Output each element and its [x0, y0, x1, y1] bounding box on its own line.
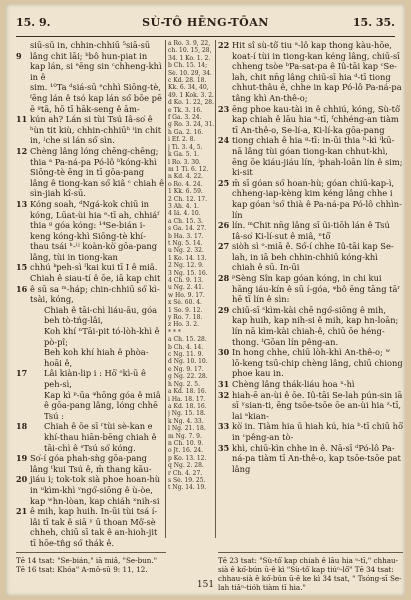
header-book-title: SÙ-TÔ HĒNG-TŌAN	[142, 16, 269, 29]
column-divider-left	[165, 40, 166, 538]
verse-paragraph	[16, 453, 164, 474]
cross-reference: u Ng. 2. 41.	[168, 284, 204, 292]
cross-reference: a Kd. 18. 16.	[168, 402, 207, 410]
verse-text: chhú ᵏpeh-sì ˡkai kui tī I ê miâ. Chiah ê siau-tí ê ōe, iā kap chit	[30, 262, 161, 284]
header-chapter-left: 15. 9.	[16, 16, 51, 29]
page-header	[16, 14, 395, 34]
verse-paragraph	[16, 347, 164, 368]
verse-text: hiah-ē an-ùi ê ōe. Iû-tāi Se-lah pún-sin iā sī ʸsian-ti, ēng tsōe-tsōe ōe an-ùi hia ᶻ-tī, lai ᵃkian-	[232, 389, 403, 421]
verse-paragraph	[16, 390, 164, 422]
verse-number: 28	[218, 273, 230, 284]
verse-text: ê sū sa ᵐ-háp; chin-chhiū só͘ kì-tsài, kóng,	[30, 283, 160, 305]
left-text-column	[16, 40, 164, 549]
cross-reference: i Ha. 18. 17.	[168, 395, 206, 403]
verse-paragraph	[16, 326, 164, 347]
verse-number: 33	[218, 421, 230, 432]
verse-paragraph	[16, 368, 164, 389]
cross-reference: 4 Iâ. 4. 10.	[168, 210, 201, 218]
cross-reference: * * *	[168, 328, 181, 336]
footnote-right: Tē 23 tsat: "Sù-tô͘ kap chiah ê lāu hia ᵃ-tī," chhau-sià ê kó͘-bún ū-ê kì "Sù-tô͘ kap tiúⁿ-lô͘" Tē 34 tsat: chhau-sià ê kó͘-bún ū-ê ke kì 34 tsat, " Tsóng-sī Se-lah tiâⁿ-tióh tiàm tī hia."	[218, 552, 403, 592]
cross-reference: 2 Ng. 12. 9.	[168, 262, 204, 270]
cross-reference: a Ro. 3. 9, 22,	[168, 40, 211, 47]
verse-text: ēng phoe kau-tài in ê chhiú, kóng, Sù-tô͘ kap chiah ê lāu hia ᵉ-tī, ᶠchhéng-an tiàm tī An-thê-o, Se-lí-a, Ki-lí-ka gōa-pang	[232, 103, 400, 135]
cross-reference: 1 Kk. 6. 59.	[168, 188, 203, 196]
cross-reference: x Sè. 60. 4.	[168, 299, 202, 307]
verse-paragraph	[218, 421, 403, 442]
verse-text: khì, chiū-kìn chhe in ê. Nā-sī ᵈPó-lô Pa-ná-pa tiàm tī An-thê-o, kap tsōe-tsōe pat lâng	[232, 442, 401, 474]
cross-reference: a Ch. 15. 28.	[168, 336, 207, 344]
verse-number: 26	[218, 220, 230, 231]
verse-text: jiáu i; tok-tok sià phoe hoan-hù in ᵘkìm-khì ᵛngó͘-siōng ê ù-òe, kap ʷhn-lòan, kap chiáh ˣnih-si	[30, 474, 161, 506]
cross-reference: a Kd. 18. 16.	[168, 388, 207, 396]
verse-text: In hong chhe, chiū lòh-khì An-thê-o; ʷ lō-keng tsū-chip chèng lâng, chiū chiong phoe kau in.	[232, 347, 403, 379]
cross-reference: l Ng. 21. 18.	[168, 425, 206, 433]
verse-number: 32	[218, 389, 230, 400]
verse-number: 27	[218, 241, 230, 252]
cross-reference: ch. 10. 15, 28,	[168, 47, 212, 55]
cross-reference: b Ha. 3. 17.	[168, 232, 204, 240]
cross-reference: d Ng. 10. 10.	[168, 358, 208, 366]
verse-number: 13	[16, 198, 28, 209]
verse-text: Chèng lâng thák-liáu hoa ˣ-hì	[232, 379, 355, 389]
verse-number: 31	[218, 379, 230, 389]
cross-reference: n Kd. 4. 22.	[168, 173, 204, 181]
cross-reference: g Ng. 22. 28.	[168, 373, 208, 381]
verse-text: Chiah ê tāi-chì liáu-āu, góa beh tò-tńg-lâi,	[44, 304, 158, 326]
cross-reference: e Tk. 3. 16.	[168, 106, 203, 114]
verse-text: kún ah? Lán si tùi Tsú Iâ-so͘ ê ʰùn tit kiù, chhin-chhiūʰ ⁱin chit in, ʲche si lán só͘ sìn.	[30, 114, 162, 146]
verse-paragraph	[16, 51, 164, 83]
verse-text: So͘-í góa phah-sǹg gōa-pang lâng ᵗkui Tsú ê, m̄ thang kāu-	[30, 453, 152, 474]
verse-paragraph	[218, 104, 403, 136]
verse-number: 23	[218, 103, 230, 114]
cross-reference: h Ng. 2. 5.	[168, 380, 201, 388]
verse-paragraph	[218, 135, 403, 177]
cross-reference: w Ho. 9. 17.	[168, 291, 205, 299]
verse-number: 29	[218, 304, 230, 315]
verse-number: 9	[16, 50, 22, 61]
verse-number: 21	[16, 506, 28, 517]
cross-reference: 4 Ch. 9. 13.	[168, 277, 204, 284]
cross-reference: o Jt. 16. 24.	[168, 447, 204, 455]
cross-reference: m 1 Ti. 6. 12.	[168, 165, 209, 173]
verse-text: Koh khí ⁿTāi-pit tó-lòh-khì ê pò-pî;	[44, 326, 160, 347]
verse-number: 22	[218, 40, 230, 50]
verse-number: 24	[218, 135, 230, 146]
verse-text: ᵖSèng Sîn kap góan kóng, in chi kui hāng iáu-kín ê sū í-góa, ᵠbô ēng tāng tāʳ hē tī lín ê sìn:	[232, 273, 401, 305]
cross-reference: y Ro. 7. 18.	[168, 314, 203, 322]
verse-paragraph	[16, 146, 164, 199]
verse-text: Chiah ê ōe sī ʳtùi sè-kan e khí-thau hiān-bēng chiah ê tāi-chì ê ˢTsú só͘ kóng.	[44, 421, 157, 453]
verse-number: 18	[16, 421, 28, 432]
verse-text: tiong chiah ê hia ᵍ-tī: in-ūi thia ʰ-kì ⁱkū-nā lâng tùi góan tiong-kan chhut-khì, ēng ōe kiáu-jiáu lín, ʲphah-loān lín ê sim; ki-sit	[232, 135, 403, 178]
verse-paragraph	[16, 262, 164, 283]
verse-paragraph	[16, 40, 164, 51]
cross-reference: m Ng. 7. 9.	[168, 432, 202, 440]
verse-text: sim. ¹⁰Ta ᵈsiá-sū ᵉchhì Siōng-tè, ᶠēng lán ê tsó kap lán só͘ bōe pē ē ᵍtā, hō tī hāk-seng ê ām-	[30, 82, 162, 114]
verse-number: 25	[218, 177, 230, 188]
verse-text: kò͘ in. Tiàm hia ū hiah kú, hia ᵇ-tī chiū hō͘ in ᶜpêng-an tò-	[232, 421, 403, 442]
cross-reference: e Ng. 9. 17.	[168, 365, 204, 373]
verse-paragraph	[16, 199, 164, 263]
verse-paragraph	[218, 178, 403, 220]
cross-reference: 3 Ng. 15. 16.	[168, 269, 208, 277]
cross-reference: r Ch. 4. 27.	[168, 469, 203, 477]
verse-text: Kóng soah, ᵈNgá-kok chiū in kóng, Lūat-ùi hia ᵉ-tī ah, chhiáᶠ thia ᵍ góa kóng: ¹⁴Se-bián i-keng kóng-khì Siōng-tè khí-thau tsái ʰ-ⁱʲ koàn-kò͘ gōa-pang lâng, tùi in tiong-kan	[30, 198, 160, 262]
verse-number: 16	[16, 283, 28, 294]
cross-reference: 3 Ah. 4. 1.	[168, 202, 200, 210]
cross-reference: 34. 1 Ko. 1. 2.	[168, 54, 211, 62]
verse-text: Beh koh khí hiah ê phòa-hoāi ê,	[44, 347, 149, 368]
verse-paragraph	[218, 273, 403, 305]
verse-paragraph	[16, 114, 164, 146]
cross-reference-column	[168, 40, 214, 492]
cross-reference: n Ch. 10. 9.	[168, 439, 204, 447]
cross-reference: k Ng. 4. 33.	[168, 417, 204, 425]
verse-paragraph	[218, 305, 403, 347]
cross-reference: l Ro. 3. 30.	[168, 158, 201, 166]
verse-text: Kap kì ᵖ-ūa ᵠhōng góa ê miâ ê gōa-pang lâng, lóng chhē Tsú :	[44, 389, 161, 421]
verse-number: 19	[16, 453, 28, 464]
page-number: 151	[196, 580, 215, 590]
verse-paragraph	[16, 421, 164, 453]
verse-paragraph	[218, 40, 403, 104]
verse-paragraph	[218, 241, 403, 273]
cross-reference: h Ga. 2. 16.	[168, 128, 204, 136]
verse-text: Hit sî sù-tô͘ tiu ᵃ-lô kap thong kàu-hōe, koat-í tùi in tiong-kan kéng lâng, chiū-sī chheng tsòe ᵇPa-sat-pa ê Iû-tāi kap ᶜSe-lah, chit nn̄g lâng chiū-sī hia ᵈ-tī tiong chhut-thâu ê, chhe in kap Pó-lô Pa-ná-pa tâng khì An-thê-o;	[232, 40, 402, 103]
verse-paragraph	[16, 82, 164, 114]
verse-paragraph	[16, 284, 164, 305]
verse-paragraph	[218, 347, 403, 379]
cross-reference: p Ko. 13. 12.	[168, 454, 207, 462]
cross-reference: k Ga. 5. 1.	[168, 151, 200, 159]
cross-reference: j Ng. 15. 18.	[168, 410, 206, 418]
cross-reference: c Kd. 28. 18.	[168, 77, 207, 85]
verse-paragraph	[218, 220, 403, 241]
verse-text: chiū-sī ˢkìm-kài chē ngó͘-siōng ê mih, kap huih, kap nih-si ê mih, kap hn-loān; lín nā kìm-kài chiah-ê, chiū ōe héng-thong. ᵗGōan lín pêng-an.	[232, 304, 399, 347]
cross-reference: Kk. 6. 34, 40,	[168, 84, 209, 92]
cross-reference: c Ng. 11. 9.	[168, 351, 204, 359]
cross-reference: f Ga. 3. 24.	[168, 114, 202, 122]
verse-number: 17	[16, 368, 28, 379]
verse-number: 20	[16, 474, 28, 485]
verse-number: 11	[16, 114, 28, 125]
verse-paragraph	[218, 390, 403, 422]
cross-reference: o Ro. 4. 24.	[168, 180, 203, 188]
verse-text: siòh sì ᵒ-miā ê. Só͘-í chhe Iû-tāi kap Se-lah, in iā beh chhin-chhiū kóng-khì chiah ê sū. In-ūi	[232, 241, 394, 273]
verse-number: 30	[218, 347, 230, 358]
cross-reference: t Ng. 14. 19.	[168, 484, 207, 492]
cross-reference: Sè. 10. 29, 34.	[168, 69, 212, 77]
verse-paragraph	[16, 506, 164, 548]
cross-reference: b Ch. 4. 14.	[168, 343, 204, 351]
verse-paragraph	[16, 305, 164, 326]
verse-number: 15	[16, 262, 28, 273]
verse-text: Lâi kiàn-lip i : Hō͘ ᵒkì-ū ê peh-sì,	[44, 368, 146, 389]
footnote-left: Tē 14 tsat: "Se-bián," iā miâ, "Se-bun." Tē 16 tsat: Khóa" A-mô-sū 9: 11, 12.	[16, 552, 166, 574]
cross-reference: s Sè. 19. 25.	[168, 476, 206, 484]
verse-text: m̄ sī góan só͘ hoan-hù; góan chiū-kap-ì, chheng-iap-kèng kim kéng lâng chhe i kap góan ˡsó͘ thià ê Pa-ná-pa Pó-lô chhìn-lín	[232, 177, 402, 220]
verse-paragraph	[218, 443, 403, 475]
cross-reference: 1 So. 9. 12.	[168, 306, 203, 314]
cross-reference: g Ro. 3. 24, 31.	[168, 121, 214, 129]
cross-reference: j Ti. 3. 4, 5.	[168, 143, 203, 151]
verse-text: lâng chit lāi; ᵇbô hun-piat in kap lán, si ᵉēng sin ᶜchheng-khì in ê	[30, 50, 162, 82]
cross-reference: i Ef. 2. 8.	[168, 136, 196, 144]
cross-reference: a Ch. 15. 3.	[168, 217, 203, 225]
verse-paragraph	[218, 379, 403, 390]
right-text-column	[218, 40, 403, 474]
header-rule	[16, 36, 395, 37]
cross-reference: s Ga. 14. 27.	[168, 225, 207, 233]
cross-reference: 1 Ko. 14. 13.	[168, 254, 207, 262]
cross-reference: 2 Ch. 12. 17.	[168, 195, 207, 203]
header-chapter-right: 15. 35.	[352, 16, 395, 29]
verse-text: lín. ᵐChit nn̄g lâng sī ūi-tiōh lán ê Tsú Iâ-so͘ Ki-lí-sut ê miâ, ⁿtō͘	[232, 220, 390, 241]
cross-reference: q Ng. 2. 28.	[168, 462, 204, 470]
cross-reference: u Ng. 2. 32.	[168, 247, 204, 255]
column-divider-right	[215, 40, 216, 538]
verse-text: Chèng lâng lóng chēng-chēng; thia ᵃ Pa-ná-pa Pó-lô ᵇkóng-khì Siōng-tè ēng in tī gōa-pang lâng ê tiong-kan só͘ kiâ ᶜ chiah ê sìn-jiah kî-sū.	[30, 145, 164, 199]
book-page	[6, 4, 405, 596]
cross-reference: b Ch. 15. 14;	[168, 62, 208, 70]
verse-text: ê mih, kap huih. In-ūi tùi tsá í-lâi tī tak ê siā ʸ ū thoan Mô͘-sè chheh, chiū sī tak ê an-hioh-jit tī hōe-tn̂g só͘ thák ê.	[30, 506, 158, 548]
cross-reference: d Ko. 1. 22, 28.	[168, 99, 214, 107]
verse-text: siū-sū in, chhin-chhiū ⁵siā-sū	[30, 40, 151, 50]
verse-paragraph	[16, 474, 164, 506]
cross-reference: z Ho. 3. 2.	[168, 321, 199, 329]
cross-reference: t Ng. 5. 14.	[168, 239, 203, 247]
cross-reference: 49. 1 Kok. 3. 2.	[168, 91, 214, 99]
verse-number: 12	[16, 145, 28, 156]
verse-number: 35	[218, 442, 230, 453]
